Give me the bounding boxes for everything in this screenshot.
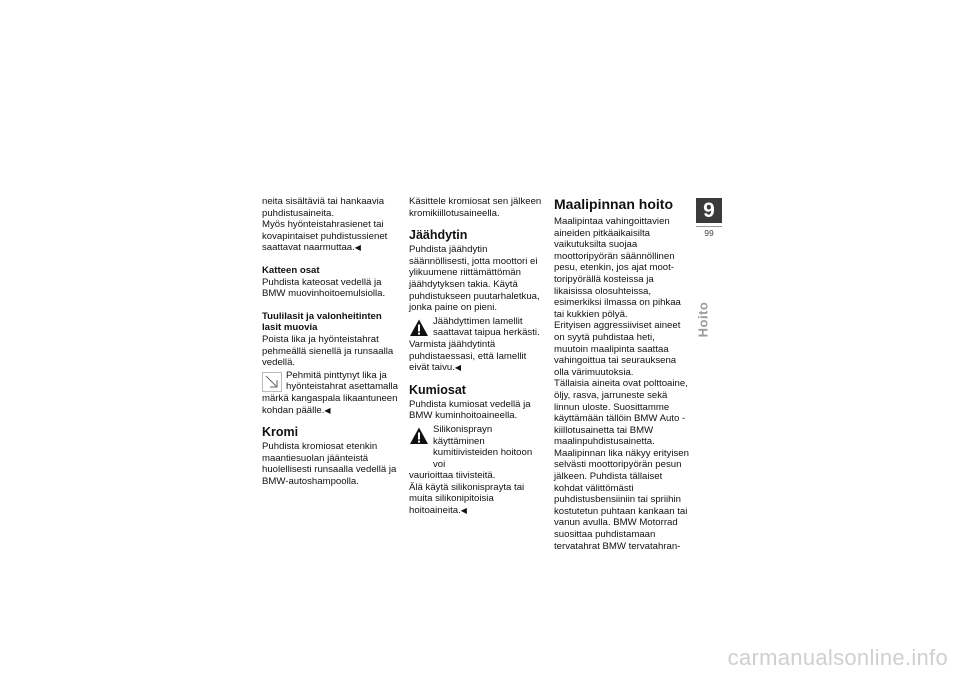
end-mark: ◀ bbox=[354, 243, 361, 253]
warning-text: Silikonisprayn käyttäminen kumitiivisteiden hoitoon voi bbox=[433, 423, 533, 470]
watermark: carmanualsonline.info bbox=[727, 645, 948, 670]
column-right bbox=[554, 196, 690, 552]
paragraph: vaurioittaa tiivisteitä. bbox=[409, 470, 496, 482]
paragraph: märkä kangaspala likaantuneen kohdan päälle.◀ bbox=[262, 392, 398, 416]
paragraph: Käsittele kromiosat sen jälkeen kromikiillotusaineella. bbox=[409, 196, 542, 219]
heading-kumiosat: Kumiosat bbox=[409, 382, 466, 397]
paragraph: Erityisen aggressiiviset aineet on syytä puhdistaa heti, muutoin maalipinta saattaa vahingoittua tai seurauksena olla värimuutoksia. bbox=[554, 320, 681, 378]
warning-notice bbox=[409, 316, 545, 339]
hint-notice bbox=[262, 370, 398, 393]
section-tab bbox=[690, 290, 730, 350]
chapter-number: 9 bbox=[696, 198, 722, 223]
end-mark: ◀ bbox=[454, 363, 462, 373]
paragraph: Myös hyönteistahrasienet tai kovapintaiset puhdistussienet saattavat naarmuttaa.◀ bbox=[262, 219, 388, 254]
heading-kromi: Kromi bbox=[262, 425, 299, 440]
paragraph: Varmista jäähdytintä puhdistaessasi, että lamellit eivät taivu.◀ bbox=[409, 338, 527, 374]
heading-katteen-osat: Katteen osat bbox=[262, 264, 320, 276]
end-mark: ◀ bbox=[460, 506, 467, 516]
paragraph: Poista lika ja hyönteistahrat pehmeällä sienellä ja runsaalla vedellä. bbox=[262, 333, 394, 369]
paragraph: Maalipinnan lika näkyy erityisen selvästi moottoripyörän pesun jälkeen. Puhdista tällaiset kohdat välittömästi puhdistusbensiiniin tai spriihin kostutetun puhtaan kankaan tai vanun avulla. BMW Motorrad suosittaa puhdistamaan tervatahrat BMW tervatahran- bbox=[554, 447, 689, 552]
column-left bbox=[262, 196, 398, 487]
hint-text: Pehmitä pinttynyt lika ja hyönteistahrat asettamalla bbox=[286, 369, 398, 393]
paragraph: Puhdista kromiosat etenkin maantiesuolan jäänteistä huolellisesti runsaalla vedellä ja BMW-autoshampoolla. bbox=[262, 441, 397, 487]
heading-jaahdytin: Jäähdytin bbox=[409, 228, 468, 243]
heading-maalipinnan-hoito: Maalipinnan hoito bbox=[554, 196, 673, 212]
warning-triangle-icon bbox=[409, 318, 429, 338]
section-title: Hoito bbox=[695, 301, 711, 338]
chapter-marker bbox=[696, 198, 722, 244]
paragraph: Tällaisia aineita ovat polttoaine, öljy, rasva, jarruneste sekä linnun uloste. Suosittamme käyttämään tällöin BMW Auto -kiillotusainetta tai BMW maalinpuhdistusainetta. bbox=[554, 378, 688, 448]
paragraph: Puhdista kateosat vedellä ja BMW muovinhoitoemulsiolla. bbox=[262, 276, 386, 300]
warning-notice bbox=[409, 424, 545, 470]
paragraph: Maalipintaa vahingoittavien aineiden pitkäaikaisilta vaikutuksilta suojaa moottoripyörän säännöllinen pesu, etenkin, jos ajat moottoripyörällä kosteissa ja likaisissa olosuhteissa, esimerkiksi ilmassa on pihkaa tai kukkien pölyä. bbox=[554, 216, 681, 320]
end-mark: ◀ bbox=[324, 405, 331, 415]
page-number: 99 bbox=[696, 226, 722, 239]
warning-triangle-icon bbox=[409, 426, 429, 446]
paragraph: Puhdista jäähdytin säännöllisesti, jotta moottori ei ylikuumene riittämättömän jäähdytyksen takia. Käytä puhdistukseen puutarhaletkua, jonka paine on pieni. bbox=[409, 244, 540, 314]
warning-text: Jäähdyttimen lamellit saattavat taipua herkästi. bbox=[433, 315, 540, 339]
column-middle bbox=[409, 196, 545, 517]
paragraph: Älä käytä silikonisprayta tai muita silikonipitoisia hoitoaineita.◀ bbox=[409, 481, 525, 517]
heading-tuulilasit: Tuulilasit ja valonheitinten lasit muovia bbox=[262, 310, 382, 334]
paragraph: neita sisältäviä tai hankaavia puhdistusaineita. bbox=[262, 196, 385, 219]
note-arrow-icon bbox=[262, 372, 282, 392]
paragraph: Puhdista kumiosat vedellä ja BMW kuminhoitoaineella. bbox=[409, 398, 531, 422]
